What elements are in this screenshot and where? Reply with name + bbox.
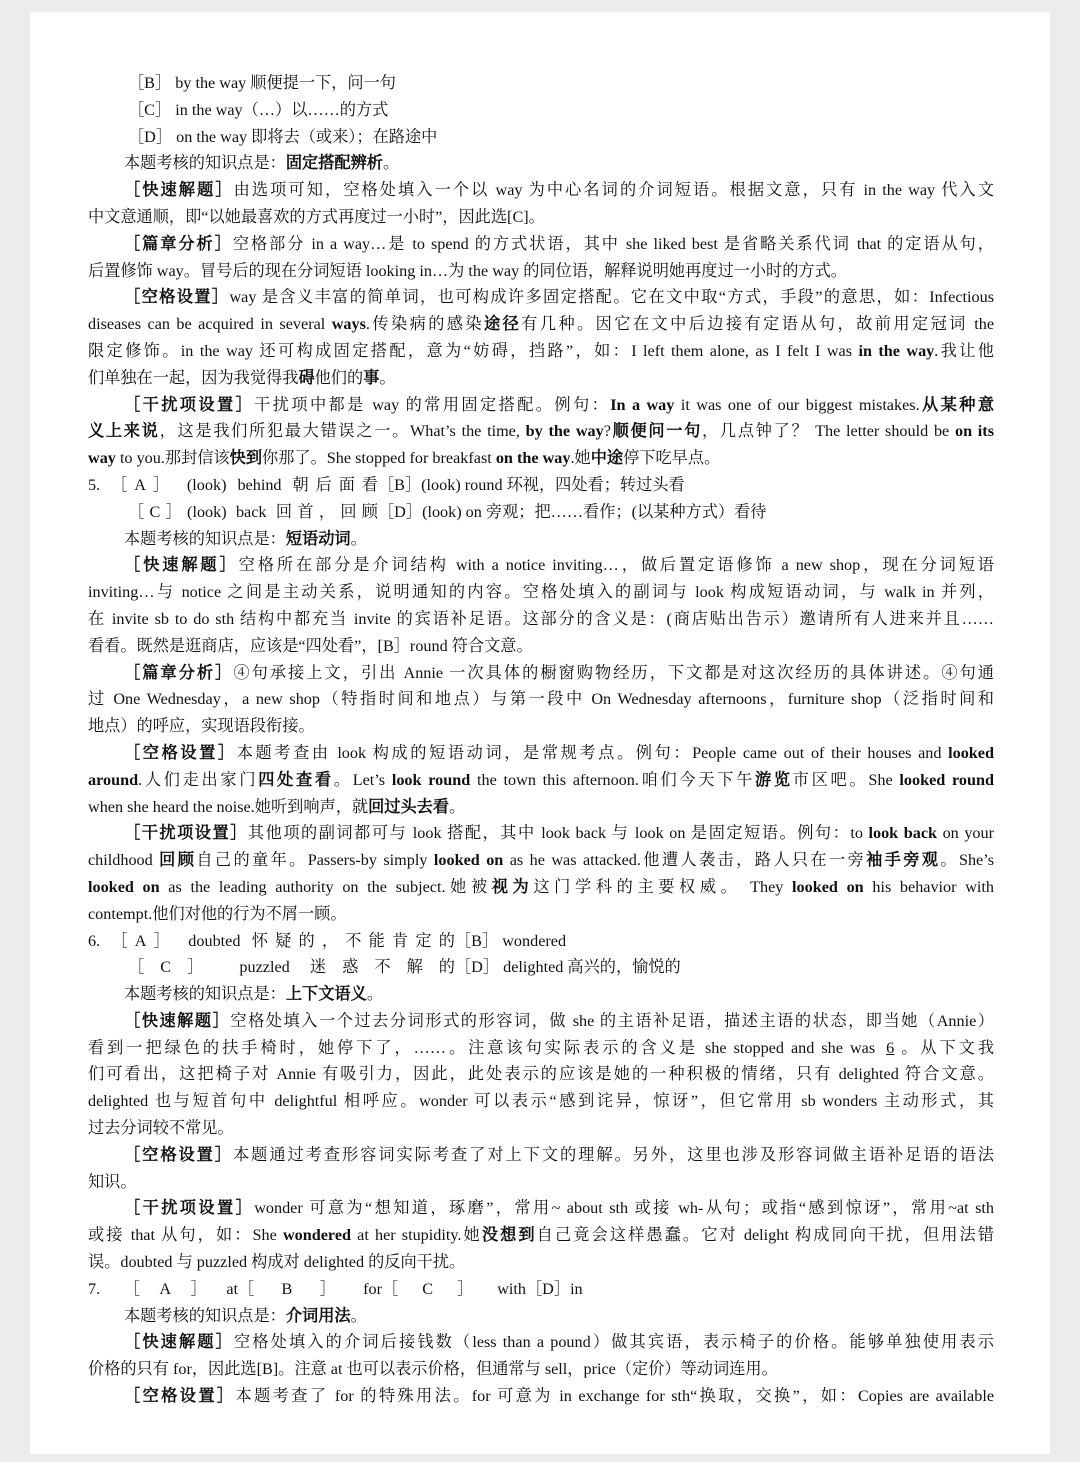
- section-tag: ［空格设置］: [124, 743, 237, 762]
- question-6-options-row1: 6. ［A］ doubted 怀疑的，不能肯定的 ［B］ wondered: [88, 931, 567, 950]
- text-line: 后置修饰 way。冒号后的现在分词短语 looking in…为 the way 的同位语，解释说明她再度过一小时的方式。: [88, 261, 847, 280]
- analysis-line: ［篇章分析］空格部分 in a way…是 to spend 的方式状语，其中 she liked best 是省略关系代词 that 的定语从句，: [124, 234, 994, 253]
- knowledge-point: 本题考核的知识点是：短语动词。: [124, 529, 367, 548]
- section-tag: ［干扰项设置］: [124, 1199, 255, 1218]
- text-line: 看看。既然是逛商店，应该是“四处看”，[B］round 符合文意。: [88, 636, 533, 655]
- text-line: 们可看出，这把椅子对 Annie 有吸引力，因此，此处表示的应该是她的一种积极的情绪，只有 delighted 符合文意。: [88, 1065, 994, 1084]
- option-b-line: ［B］ by the way 顺便提一下，问一句: [128, 74, 396, 92]
- question-6-options-row2: ［C］ puzzled 迷惑不解的 ［D］ delighted 高兴的，愉悦的: [128, 958, 681, 977]
- knowledge-point: 本题考核的知识点是：固定搭配辨析。: [124, 154, 400, 173]
- question-5-options-row1: 5. ［A］ (look) behind 朝后面看 ［B］(look) round 环视，四处看；转过头看: [88, 475, 685, 494]
- question-5-options-row2: ［C］(look) back 回首，回顾 ［D］(look) on 旁观；把……看作；(以某种方式）看待: [128, 502, 767, 521]
- text-line: 误。doubted 与 puzzled 构成对 delighted 的反向干扰。: [88, 1253, 466, 1272]
- text-line: contempt.他们对他的行为不屑一顾。: [88, 904, 347, 923]
- section-tag: ［空格设置］: [124, 288, 230, 307]
- text-line: 价格的只有 for，因此选[B]。注意 at 也可以表示价格，但通常与 sell，price（定价）等动词连用。: [88, 1360, 778, 1379]
- text-line: inviting…与 notice 之间是主动关系，说明通知的内容。空格处填入的副词与 look 构成短语动词，与 walk in 并列，: [88, 583, 994, 602]
- section-tag: ［快速解题］: [124, 181, 234, 200]
- text-line: way to you.那封信该快到你那了。She stopped for breakfast on the way.她中途停下吃早点。: [88, 449, 721, 468]
- text-line: 过 One Wednesday，a new shop（特指时间和地点）与第一段中 On Wednesday afternoons，furniture shop（泛指时间和: [88, 690, 994, 709]
- text-line: 在 invite sb to do sth 结构中都充当 invite 的宾语补足语。这部分的含义是：(商店贴出告示）邀请所有人进来并且……: [88, 609, 994, 628]
- text-line: diseases can be acquired in several ways.传染病的感染途径有几种。因它在文中后边接有定语从句，故前用定冠词 the: [88, 315, 994, 334]
- knowledge-point: 本题考核的知识点是：上下文语义。: [124, 985, 383, 1004]
- section-tag: ［篇章分析］: [124, 663, 234, 682]
- section-tag: ［干扰项设置］: [124, 824, 248, 843]
- text-line: childhood 回顾自己的童年。Passers-by simply looked on as he was attacked.他遭人袭击，路人只在一旁袖手旁观。She’s: [88, 851, 994, 870]
- text-line: looked on as the leading authority on the subject.她被视为这门学科的主要权威。 They looked on his behavior with: [88, 877, 994, 896]
- text-line: 义上来说，这是我们所犯最大错误之一。What’s the time, by the way?顺便问一句，几点钟了？ The letter should be on its: [88, 422, 994, 441]
- section-tag: ［快速解题］: [124, 1011, 231, 1030]
- option-c-line: ［C］ in the way（…）以……的方式: [128, 100, 389, 119]
- knowledge-point: 本题考核的知识点是：介词用法。: [124, 1306, 367, 1325]
- question-7-options: 7. ［A］at ［B］for ［C］with ［D］in: [88, 1279, 583, 1298]
- text-line: 中文意通顺，即“以她最喜欢的方式再度过一小时”，因此选[C]。: [88, 207, 545, 226]
- quick-solve-line: ［快速解题］空格所在部分是介词结构 with a notice inviting…，做后置定语修饰 a new shop，现在分词短语: [124, 556, 994, 575]
- section-tag: ［空格设置］: [124, 1145, 233, 1164]
- blank-setting-line: ［空格设置］way 是含义丰富的简单词，也可构成许多固定搭配。它在文中取“方式，手段”的意思，如：Infectious: [124, 288, 994, 307]
- document-page: [30, 12, 1050, 1454]
- text-line: 们单独在一起，因为我觉得我碍他们的事。: [88, 368, 396, 387]
- distractor-line: ［干扰项设置］干扰项中都是 way 的常用固定搭配。例句：In a way it was one of our biggest mistakes.从某种意: [124, 395, 994, 414]
- section-tag: ［空格设置］: [124, 1387, 236, 1406]
- text-line: around.人们走出家门四处查看。Let’s look round the town this afternoon.咱们今天下午游览市区吧。She looked round: [88, 770, 994, 789]
- quick-solve-line: ［快速解题］空格处填入的介词后接钱数（less than a pound）做其宾语，表示椅子的价格。能够单独使用表示: [124, 1333, 994, 1352]
- text-line: 或接 that 从句，如：She wondered at her stupidity.她没想到自己竟会这样愚蠢。它对 delight 构成同向干扰，但用法错: [88, 1226, 994, 1245]
- text-line: 知识。: [88, 1172, 137, 1191]
- section-tag: ［篇章分析］: [124, 234, 233, 253]
- text-line: 过去分词较不常见。: [88, 1119, 234, 1138]
- quick-solve-line: ［快速解题］空格处填入一个过去分词形式的形容词，做 she 的主语补足语，描述主语的状态，即当她（Annie）: [124, 1011, 994, 1030]
- section-tag: ［快速解题］: [124, 1333, 234, 1352]
- analysis-line: ［篇章分析］④句承接上文，引出 Annie 一次具体的橱窗购物经历，下文都是对这次经历的具体讲述。④句通: [124, 663, 994, 682]
- text-line: when she heard the noise.她听到响声，就回过头去看。: [88, 797, 466, 816]
- section-tag: ［干扰项设置］: [124, 395, 255, 414]
- blank-number: 6: [886, 1038, 895, 1057]
- blank-setting-line: ［空格设置］本题考查了 for 的特殊用法。for 可意为 in exchange for sth“换取，交换”，如：Copies are available: [124, 1387, 994, 1406]
- option-d-line: ［D］ on the way 即将去（或来）；在路途中: [128, 127, 438, 146]
- blank-setting-line: ［空格设置］本题考查由 look 构成的短语动词，是常规考点。例句：People came out of their houses and looked: [124, 743, 994, 762]
- distractor-line: ［干扰项设置］其他项的副词都可与 look 搭配，其中 look back 与 look on 是固定短语。例句：to look back on your: [124, 824, 994, 843]
- text-line: 地点）的呼应，实现语段衔接。: [88, 717, 315, 736]
- quick-solve-line: ［快速解题］由选项可知，空格处填入一个以 way 为中心名词的介词短语。根据文意，只有 in the way 代入文: [124, 181, 994, 200]
- text-line: 限定修饰。in the way 还可构成固定搭配，意为“妨碍，挡路”，如：I left them alone, as I felt I was in the way.我让他: [88, 341, 994, 360]
- section-tag: ［快速解题］: [124, 556, 239, 575]
- distractor-line: ［干扰项设置］wonder 可意为“想知道，琢磨”，常用~ about sth 或接 wh-从句；或指“感到惊讶”，常用~at sth: [124, 1199, 994, 1218]
- text-line: delighted 也与短首句中 delightful 相呼应。wonder 可以表示“感到诧异，惊讶”，但它常用 sb wonders 主动形式，其: [88, 1092, 994, 1111]
- blank-setting-line: ［空格设置］本题通过考查形容词实际考查了对上下文的理解。另外，这里也涉及形容词做主语补足语的语法: [124, 1145, 994, 1164]
- text-line: 看到一把绿色的扶手椅时，她停下了，……。注意该句实际表示的含义是 she stopped and she was 6 。从下文我: [88, 1035, 994, 1062]
